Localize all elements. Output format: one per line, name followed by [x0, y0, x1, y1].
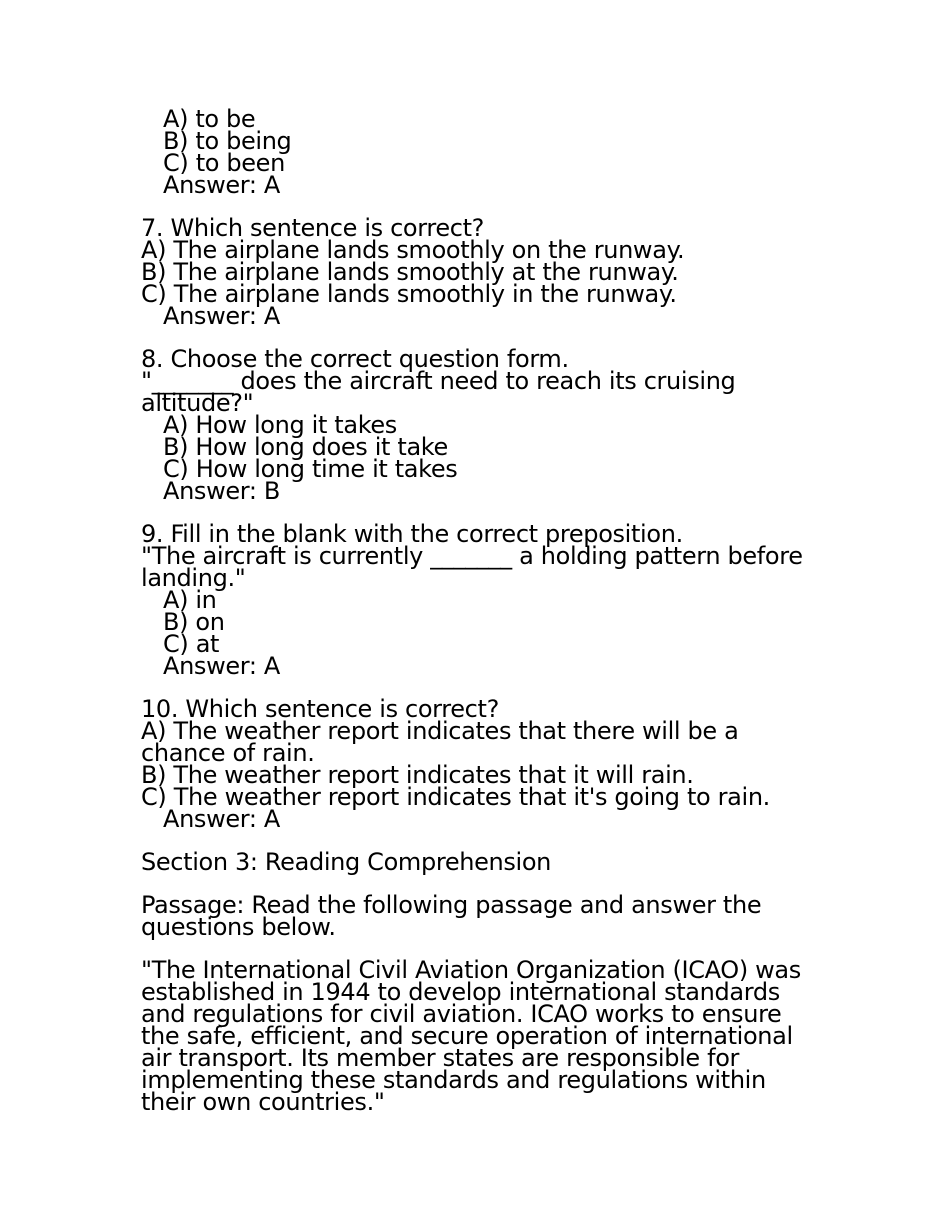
q8-prompt: "_______ does the aircraft need to reach its cruising altitude?": [141, 367, 736, 417]
page-content: [141, 105, 821, 1116]
question-8: [141, 345, 821, 505]
q10-question: 10. Which sentence is correct?: [141, 695, 499, 723]
q10-answer: Answer: A: [163, 805, 280, 833]
q8-answer: Answer: B: [163, 477, 281, 505]
q7-answer: Answer: A: [163, 302, 280, 330]
q7-option-c: C) The airplane lands smoothly in the runway.: [141, 280, 677, 308]
q8-option-c: C) How long time it takes: [163, 455, 458, 483]
q6-option-a: A) to be: [163, 105, 256, 133]
section-3-heading: Section 3: Reading Comprehension: [141, 848, 552, 876]
question-6: [141, 105, 821, 199]
section-3: [141, 848, 821, 1116]
q9-option-a: A) in: [163, 586, 217, 614]
q7-question: 7. Which sentence is correct?: [141, 214, 485, 242]
q6-option-b: B) to being: [163, 127, 292, 155]
q9-option-b: B) on: [163, 608, 225, 636]
q8-option-b: B) How long does it take: [163, 433, 448, 461]
q10-option-b: B) The weather report indicates that it will rain.: [141, 761, 694, 789]
q6-answer: Answer: A: [163, 171, 280, 199]
q8-option-a: A) How long it takes: [163, 411, 397, 439]
question-10: [141, 695, 821, 833]
q9-option-c: C) at: [163, 630, 220, 658]
q7-option-b: B) The airplane lands smoothly at the runway.: [141, 258, 679, 286]
question-9: [141, 520, 821, 680]
section-3-passage: "The International Civil Aviation Organization (ICAO) was established in 1944 to develop international standards and regulations for civil aviation. ICAO works to ensure the safe, efficient, and secure operation of international air transport. Its member states are responsible for implementing these standards and regulations within their own countries.": [141, 956, 801, 1116]
q7-option-a: A) The airplane lands smoothly on the runway.: [141, 236, 685, 264]
q9-question: 9. Fill in the blank with the correct preposition.: [141, 520, 683, 548]
q8-question: 8. Choose the correct question form.: [141, 345, 569, 373]
q6-option-c: C) to been: [163, 149, 285, 177]
section-3-instruction: Passage: Read the following passage and answer the questions below.: [141, 891, 762, 941]
question-7: [141, 214, 821, 330]
q10-option-c: C) The weather report indicates that it's going to rain.: [141, 783, 770, 811]
q10-option-a: A) The weather report indicates that there will be a chance of rain.: [141, 717, 739, 767]
q9-prompt: "The aircraft is currently _______ a holding pattern before landing.": [141, 542, 803, 592]
q9-answer: Answer: A: [163, 652, 280, 680]
